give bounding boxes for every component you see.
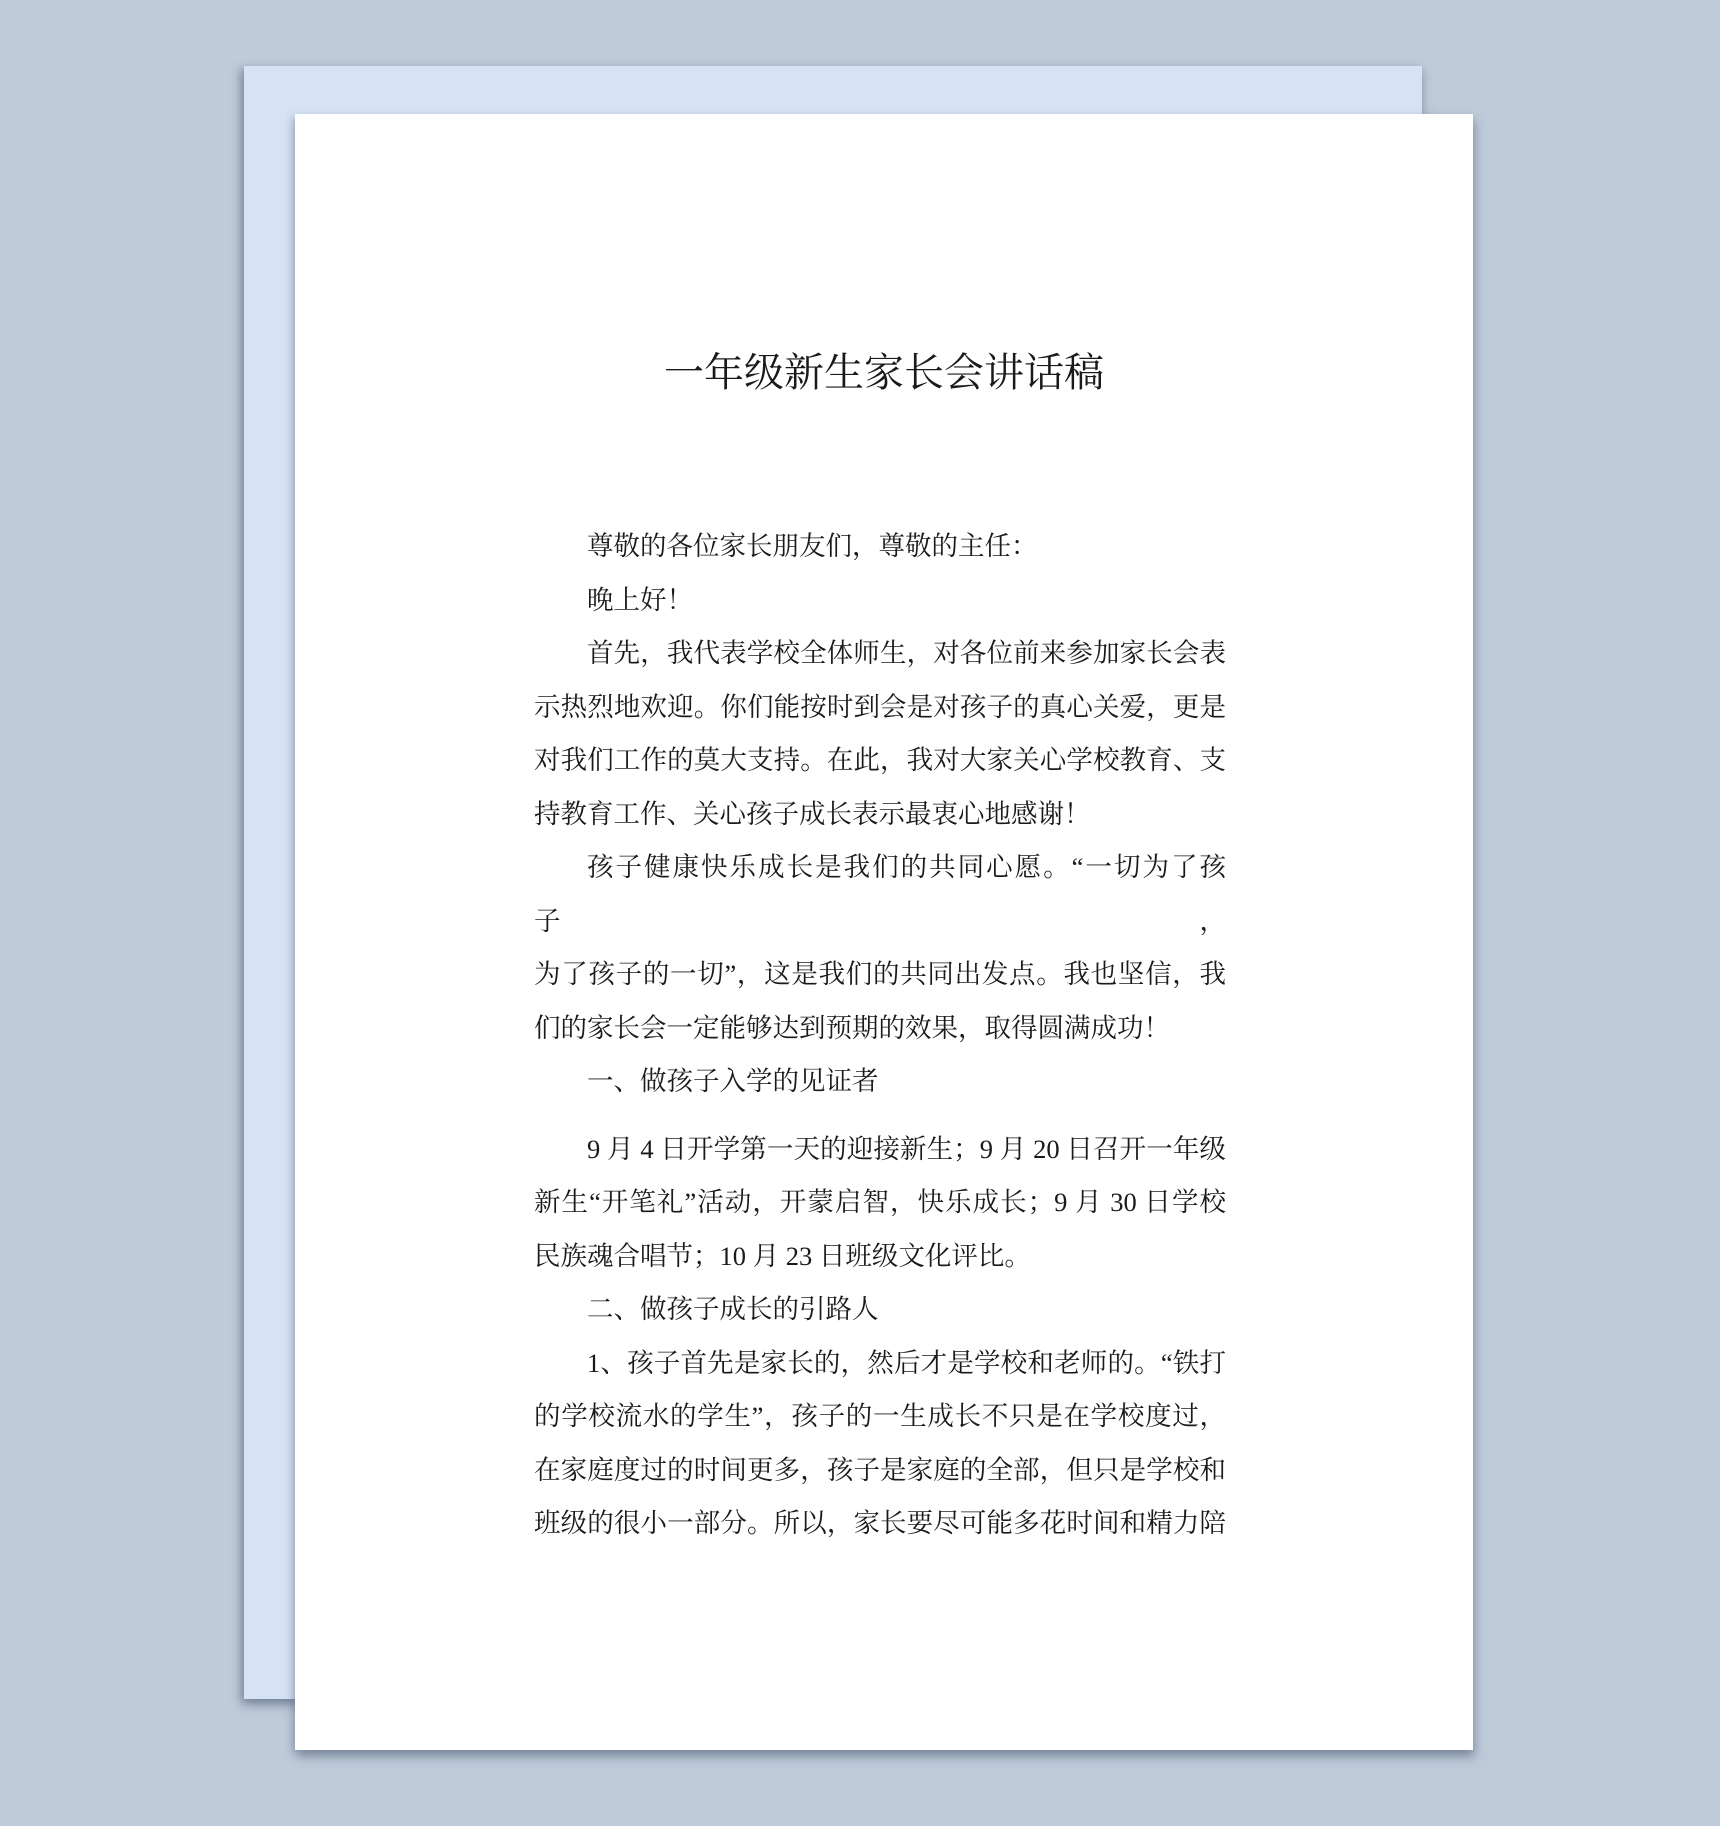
document-line: 首先，我代表学校全体师生，对各位前来参加家长会表 (587, 638, 1226, 668)
document-title: 一年级新生家长会讲话稿 (664, 350, 1104, 395)
document-line: 二、做孩子成长的引路人 (587, 1294, 879, 1324)
document-line: 班级的很小一部分。所以，家长要尽可能多花时间和精力陪 (534, 1508, 1226, 1538)
document-line: 1、孩子首先是家长的，然后才是学校和老师的。“铁打 (587, 1347, 1226, 1378)
document-line: 晚上好！ (587, 584, 693, 615)
document-line: 民族魂合唱节；10 月 23 日班级文化评比。 (534, 1240, 1031, 1271)
document-line: 一、做孩子入学的见证者 (587, 1066, 879, 1096)
document-line: 们的家长会一定能够达到预期的效果，取得圆满成功！ (534, 1012, 1170, 1043)
document-line: 新生“开笔礼”活动，开蒙启智，快乐成长；9 月 30 日学校 (534, 1187, 1226, 1217)
document-line: 为了孩子的一切”，这是我们的共同出发点。我也坚信，我 (534, 959, 1226, 989)
document-line: 尊敬的各位家长朋友们，尊敬的主任： (587, 531, 1038, 561)
document-line: 孩子健康快乐成长是我们的共同心愿。“一切为了孩子， (534, 852, 1226, 936)
document-line: 示热烈地欢迎。你们能按时到会是对孩子的真心关爱，更是 (534, 691, 1226, 722)
document-line: 的学校流水的学生”，孩子的一生成长不只是在学校度过， (534, 1401, 1226, 1431)
document-line: 在家庭度过的时间更多，孩子是家庭的全部，但只是学校和 (534, 1454, 1226, 1485)
document-line: 9 月 4 日开学第一天的迎接新生；9 月 20 日召开一年级 (587, 1133, 1226, 1164)
document-body (534, 520, 1226, 1551)
document-line: 对我们工作的莫大支持。在此，我对大家关心学校教育、支 (534, 745, 1226, 775)
document-page (295, 114, 1473, 1750)
document-line: 持教育工作、关心孩子成长表示最衷心地感谢！ (534, 798, 1091, 829)
